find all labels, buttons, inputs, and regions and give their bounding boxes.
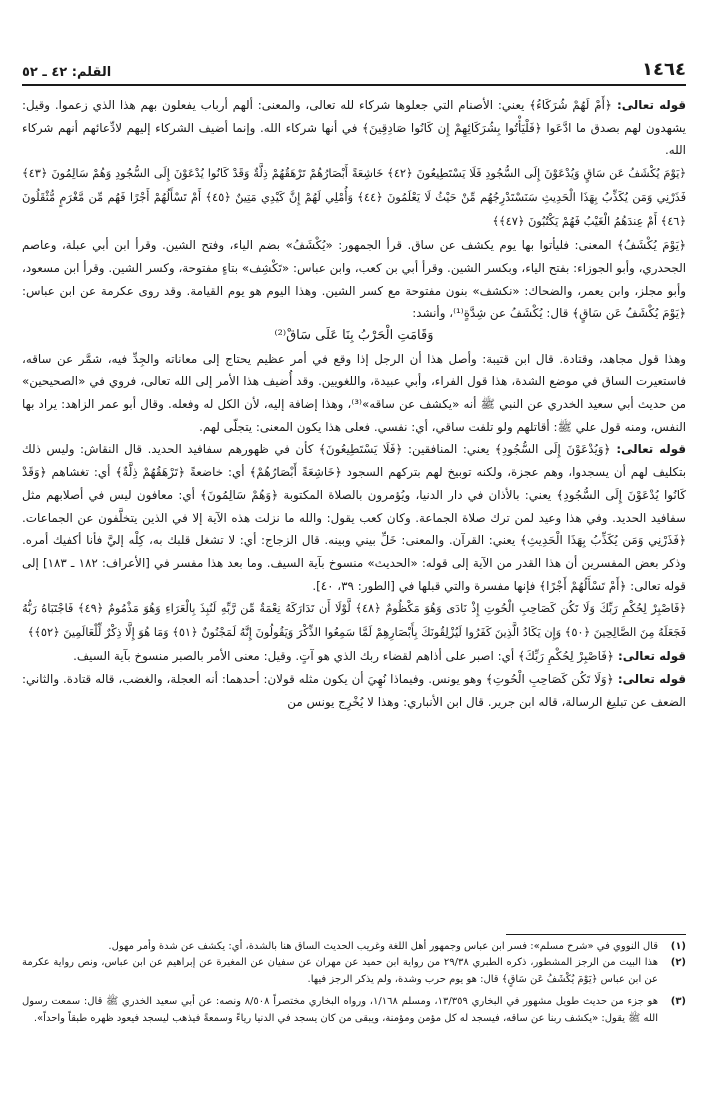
footnote-text: هذا البيت من الرجز المشطور، ذكره الطبري ٢٩/٣٨ من رواية ابن حميد عن مهران عن سفيان عن المغيرة عن إبراهيم عن ابن عباس، ونص رواية عكرمة عن ابن عباس ﴿يَوْمَ يُكْشَفُ عَن سَاقٍ﴾ قال: هو يوم حرب وشدة، ولم يذكر الرجز فيها. — [22, 957, 658, 985]
quran-verse-block: ﴿يَوْمَ يُكْشَفُ عَن سَاقٍ وَيُدْعَوْنَ إِلَى السُّجُودِ فَلَا يَسْتَطِيعُونَ ﴿٤٢﴾ خَاشِعَةً أَبْصَارُهُمْ تَرْهَقُهُمْ ذِلَّةٌ وَقَدْ كَانُوا يُدْعَوْنَ إِلَى السُّجُودِ وَهُمْ سَالِمُونَ ﴿٤٣﴾ فَذَرْنِي وَمَن يُكَذِّبُ بِهَذَا الْحَدِيثِ سَنَسْتَدْرِجُهُم مِّنْ حَيْثُ لَا يَعْلَمُونَ ﴿٤٤﴾ وَأُمْلِي لَهُمْ إِنَّ كَيْدِي مَتِينٌ ﴿٤٥﴾ أَمْ تَسْأَلُهُمْ أَجْرًا فَهُم مِّن مَّغْرَمٍ مُّثْقَلُونَ ﴿٤٦﴾ أَمْ عِندَهُمُ الْغَيْبُ فَهُمْ يَكْتُبُونَ ﴿٤٧﴾﴾ — [22, 167, 686, 229]
paragraph — [22, 668, 686, 713]
paragraph-text: ﴿يَوْمَ يُكْشَفُ﴾ المعنى: فليأتوا بها يوم يكشف عن ساق. قرأ الجمهور: «يُكْشَفُ» بضم الياء، وفتح الشين. وقرأ ابن أبي عبلة، وعاصم الجحدري، وأبو الجوزاء: بفتح الياء، وبكسر الشين. وقرأ أبي بن كعب، وابن عباس: «تَكْشِف» بتاءٍ مفتوحة، وكسر الشين. وقرأ ابن مسعود، وأبو مجلز، وابن يعمر، والضحاك: «نكشف» بنون مفتوحة مع كسر الشين. وهذا اليوم هو يوم القيامة. وقد روى عكرمة عن ابن عباس: ﴿يَوْمَ يُكْشَفُ عَن سَاقٍ﴾ قال: يُكْشَفُ عن شِدَّةٍ⁽¹⁾، وأنشد: — [22, 238, 686, 321]
lead-phrase: قوله تعالى: — [613, 672, 686, 687]
footnote-2 — [22, 955, 686, 988]
paragraph-text: وهذا قول مجاهد، وقتادة. قال ابن قتيبة: وأصل هذا أن الرجل إذا وقع في أمر عظيم يحتاج إلى معاناته والجِدِّ فيه، شمَّر عن ساقه، فاستعيرت الساق في موضع الشدة، هذا قول الفراء، وأبي عبيدة، واللغويين. وقد أُضيف هذا الأمر إلى الله تعالى، فروي في «الصحيحين» من حديث أبي سعيد الخدري عن النبي ﷺ أنه «يكشف عن ساقه»⁽³⁾، وهذا إضافة إليه، لأن الكل له وفعله. وقال أبو عمر الزاهد: يراد بها النفس، ومنه قول علي ﷺ: أقاتلهم ولو تلفت ساقي، أي: نفسي. فعلى هذا يكون المعنى: يتجلّى لهم. — [22, 351, 686, 434]
footnote-number: (٣) — [670, 996, 686, 1008]
paragraph-text: ﴿فَاصْبِرْ لِحُكْمِ رَبِّكَ﴾ أي: اصبر على أذاهم لقضاء ربك الذي هو آتٍ. وقيل: معنى الأمر بالصبر منسوخ بآية السيف. — [73, 649, 614, 664]
paragraph — [22, 438, 686, 597]
paragraph-text: ﴿أَمْ لَهُمْ شُرَكَاءُ﴾ يعني: الأصنام التي جعلوها شركاء لله تعالى، والمعنى: ألهم أرباب يفعلون بهم هذا الذي زعموا. وقيل: يشهدون لهم بصدق ما ادَّعَوا ﴿فَلْيَأْتُوا بِشُرَكَائِهِمْ إِن كَانُوا صَادِقِينَ﴾ في أنها شركاء الله. وإنما أضيف الشركاء إليهم لادِّعائهم أنهم شركاء الله. — [22, 98, 686, 158]
footnote-divider — [506, 934, 686, 935]
lead-phrase: قوله تعالى: — [611, 98, 686, 112]
footnote-text: هو جزء من حديث طويل مشهور في البخاري ١٣/٣٥٩، ومسلم ١/١٦٨، ورواه البخاري مختصراً ٨/٥٠٨ ونصه: عن أبي سعيد الخدري ﷺ قال: سمعت رسول الله ﷺ يقول: «يكشف ربنا عن ساقه، فيسجد له كل مؤمن ومؤمنة، ويبقى من كان يسجد في الدنيا رياءً وسمعةً فيذهب ليسجد فيعود ظهره طبقاً واحداً». — [22, 996, 658, 1024]
running-head: القلم: ٤٢ ـ ٥٢ — [22, 65, 112, 80]
lead-phrase: قوله تعالى: — [610, 442, 686, 457]
quran-verse-block: ﴿فَاصْبِرْ لِحُكْمِ رَبِّكَ وَلَا تَكُن كَصَاحِبِ الْحُوتِ إِذْ نَادَى وَهُوَ مَكْظُومٌ ﴿٤٨﴾ لَّوْلَا أَن تَدَارَكَهُ نِعْمَةٌ مِّن رَّبِّهِ لَنُبِذَ بِالْعَرَاءِ وَهُوَ مَذْمُومٌ ﴿٤٩﴾ فَاجْتَبَاهُ رَبُّهُ فَجَعَلَهُ مِنَ الصَّالِحِينَ ﴿٥٠﴾ وَإِن يَكَادُ الَّذِينَ كَفَرُوا لَيُزْلِقُونَكَ بِأَبْصَارِهِمْ لَمَّا سَمِعُوا الذِّكْرَ وَيَقُولُونَ إِنَّهُ لَمَجْنُونٌ ﴿٥١﴾ وَمَا هُوَ إِلَّا ذِكْرٌ لِّلْعَالَمِينَ ﴿٥٢﴾﴾ — [22, 602, 687, 640]
footnote-number: (٢) — [670, 957, 686, 969]
paragraph — [22, 645, 686, 668]
paragraph — [22, 348, 686, 439]
paragraph-text: ﴿وَيُدْعَوْنَ إِلَى السُّجُودِ﴾ يعني: المنافقين: ﴿فَلَا يَسْتَطِيعُونَ﴾ كأن في ظهورهم سفافيد الحديد. قال النقاش: وليس ذلك بتكليف لهم أن يسجدوا، وهم عجزة، ولكنه توبيخ لهم بتركهم السجود ﴿خَاشِعَةً أَبْصَارُهُمْ﴾ أي: خاضعةً ﴿تَرْهَقُهُمْ ذِلَّةٌ﴾ أي: تغشاهم ﴿وَقَدْ كَانُوا يُدْعَوْنَ إِلَى السُّجُودِ﴾ يعني: بالأذان في دار الدنيا، ويُؤمرون بالصلاة المكتوبة ﴿وَهُمْ سَالِمُونَ﴾ أي: معافون ليس في أصلابهم مثل سفافيد الحديد. وفي هذا وعيد لمن ترك صلاة الجماعة. وكان كعب يقول: والله ما نزلت هذه الآية إلا في الذين يتخلَّفون عن الجماعات. ﴿فَذَرْنِي وَمَن يُكَذِّبُ بِهَذَا الْحَدِيثِ﴾ يعني: القرآن. والمعنى: خَلِّ بيني وبينه. قال الزجاج: أي: لا تشغل قلبك به، كِلْه إليَّ فأنا أكفيك أمره. وذكر بعض المفسرين أن هذا القدر من الآية إلى قوله: «الحديث» منسوخ بآية السيف. وما بعد هذا مفسر في [الأعراف: ١٨٢ ـ ١٨٣] إلى قوله تعالى: ﴿أَمْ تَسْأَلُهُمْ أَجْرًا﴾ فإنها مفسرة والتي قبلها في [الطور: ٣٩، ٤٠]. — [22, 442, 686, 593]
paragraph — [22, 234, 686, 325]
page-header — [22, 50, 686, 86]
footnote-3 — [22, 994, 686, 1027]
footnote-number: (١) — [670, 941, 686, 952]
page-number: ١٤٦٤ — [642, 59, 686, 80]
poem-verse: وَقَامَتِ الْحَرْبُ بِنَا عَلَى سَاقْ⁽²⁾ — [274, 327, 434, 343]
footnotes — [22, 934, 686, 1027]
paragraph — [22, 94, 686, 162]
lead-phrase: قوله تعالى: — [613, 649, 686, 664]
main-text — [22, 94, 686, 713]
footnote-text: قال النووي في «شرح مسلم»: فسر ابن عباس وجمهور أهل اللغة وغريب الحديث الساق هنا بالشدة، أي: يكشف عن شدة وأمر مهول. — [108, 941, 658, 952]
paragraph-text: ﴿وَلَا تَكُن كَصَاحِبِ الْحُوتِ﴾ وهو يونس. وفيماذا نُهِيَ أن يكون مثله قولان: أحدهما: أنه العجلة، والغضب، قاله قتادة. والثاني: الضعف عن تبليغ الرسالة، قاله ابن جرير. قال ابن الأنباري: وهذا لا يُخْرِج يونس من — [22, 672, 686, 709]
footnote-1 — [22, 939, 686, 955]
